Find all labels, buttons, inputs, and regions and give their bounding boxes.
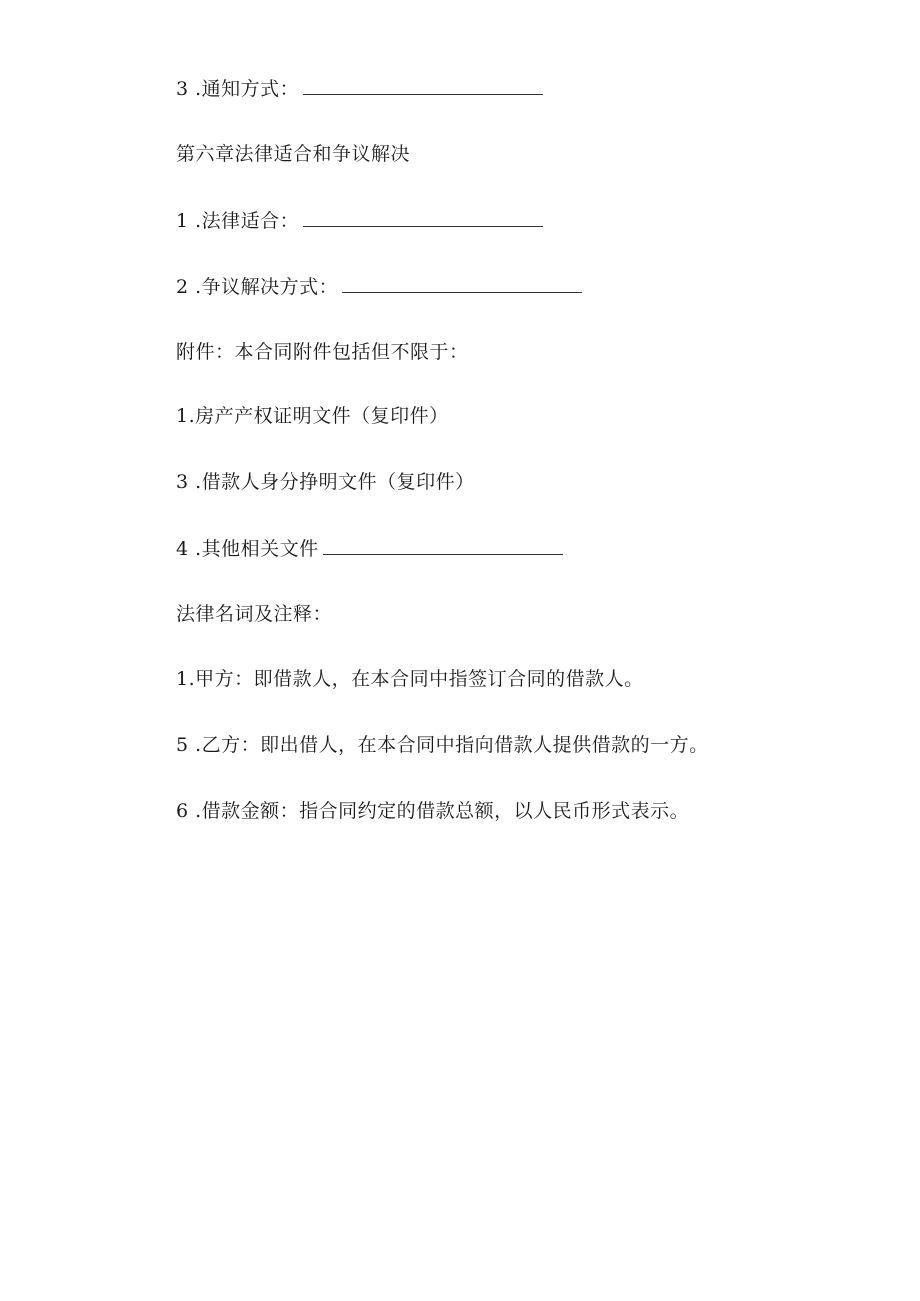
fill-in-blank[interactable] [303, 76, 543, 95]
fill-in-blank[interactable] [323, 536, 563, 555]
glossary-item [176, 667, 644, 691]
line-text: 6 .借款金额：指合同约定的借款总额，以人民币形式表示。 [176, 800, 690, 822]
glossary-heading [176, 602, 332, 626]
line-text: 3 .借款人身分挣明文件（复印件） [176, 471, 475, 493]
line-text: 法律名词及注释： [176, 603, 333, 625]
glossary-item [176, 733, 709, 757]
chapter-six-heading [176, 142, 410, 166]
attachment-item [176, 536, 563, 561]
line-text: 3 .通知方式： [176, 78, 300, 100]
fill-in-blank[interactable] [303, 208, 543, 227]
line-text: 2 .争议解决方式： [176, 276, 339, 298]
line-text: 附件：本合同附件包括但不限于： [176, 341, 469, 363]
applicable-law-line [176, 208, 543, 233]
notice-method-line [176, 76, 543, 101]
dispute-resolution-line [176, 274, 582, 299]
line-text: 5 .乙方：即出借人，在本合同中指向借款人提供借款的一方。 [176, 734, 709, 756]
line-text: 1 .法律适合： [176, 210, 300, 232]
attachment-item [176, 470, 475, 494]
fill-in-blank[interactable] [342, 274, 582, 293]
glossary-item [176, 799, 689, 823]
line-text: 1.甲方：即借款人，在本合同中指签订合同的借款人。 [176, 668, 644, 690]
attachment-item [176, 404, 449, 428]
attachments-heading [176, 340, 469, 364]
line-text: 第六章法律适合和争议解决 [176, 143, 411, 165]
line-text: 4 .其他相关文件 [176, 538, 319, 560]
line-text: 1.房产产权证明文件（复印件） [176, 405, 449, 427]
